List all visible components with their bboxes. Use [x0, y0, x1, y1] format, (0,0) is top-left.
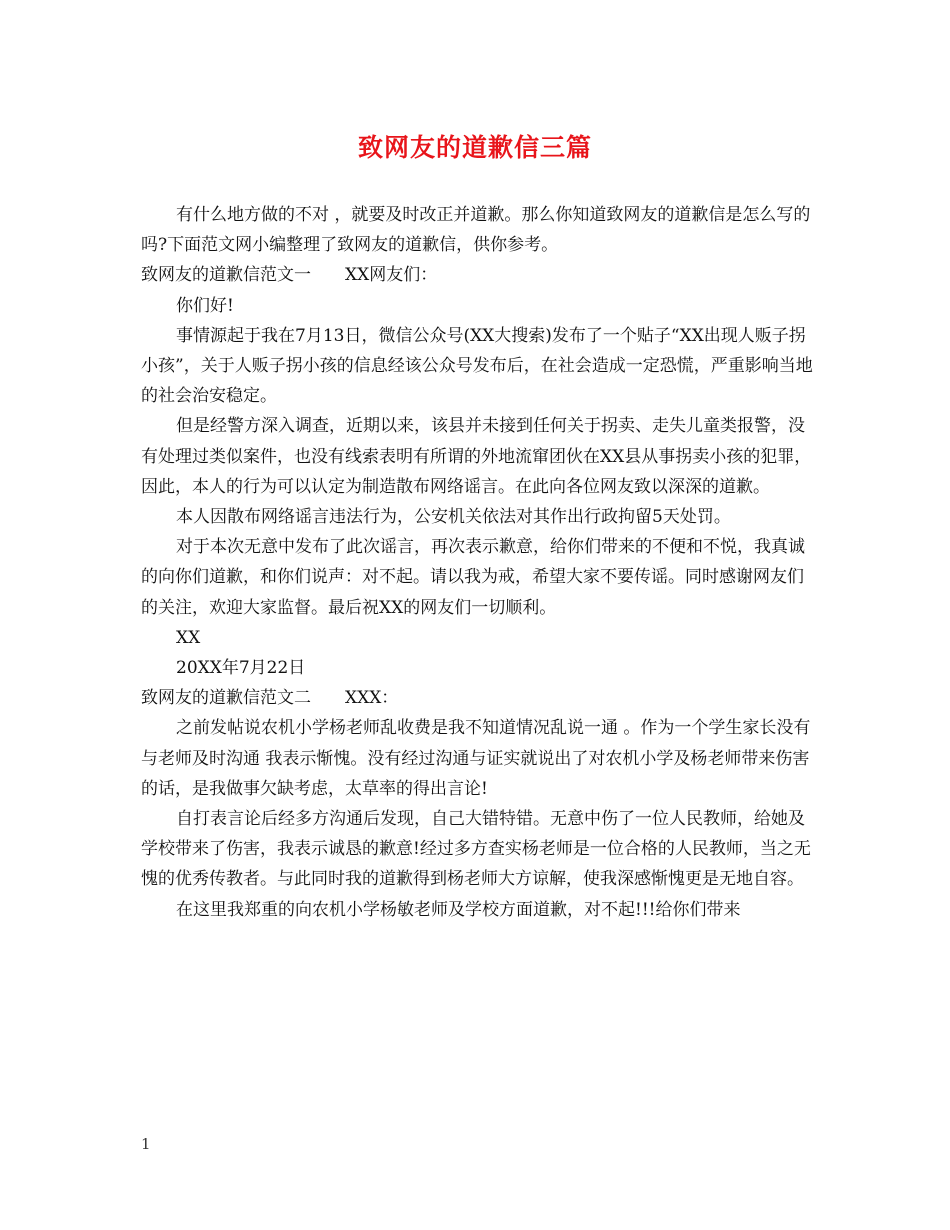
page-number: 1 — [141, 1135, 151, 1153]
paragraph: 自打表言论后经多方沟通后发现，自己大错特错。无意中伤了一位人民教师，给她及学校带来了伤害，我表示诚恳的歉意!经过多方查实杨老师是一位合格的人民教师，当之无愧的优秀传教者。与此同时我的道歉得到杨老师大方谅解，使我深感惭愧更是无地自容。 — [141, 809, 811, 890]
section-heading: 致网友的道歉信范文二 XXX： — [141, 688, 399, 709]
paragraph: 对于本次无意中发布了此次谣言，再次表示歉意，给你们带来的不便和不悦，我真诚的向你们道歉，和你们说声：对不起。请以我为戒，希望大家不要传谣。同时感谢网友们的关注，欢迎大家监督。最后祝XX的网友们一切顺利。 — [141, 537, 805, 618]
paragraph: 事情源起于我在7月13日，微信公众号(XX大搜索)发布了一个贴子“XX出现人贩子拐小孩”，关于人贩子拐小孩的信息经该公众号发布后，在社会造成一定恐慌，严重影响当地的社会治安稳定。 — [141, 325, 813, 407]
paragraph: XX — [176, 627, 201, 648]
paragraph: 本人因散布网络谣言违法行为，公安机关依法对其作出行政拘留5天处罚。 — [176, 507, 731, 528]
paragraph: 在这里我郑重的向农机小学杨敏老师及学校方面道歉，对不起!!!给你们带来 — [176, 899, 741, 920]
paragraph: 之前发帖说农机小学杨老师乱收费是我不知道情况乱说一通 。作为一个学生家长没有与老师及时沟通 我表示惭愧。没有经过沟通与证实就说出了对农机小学及杨老师带来伤害的话，是我做事欠缺考虑，太草率的得出言论! — [141, 718, 811, 799]
document-title: 致网友的道歉信三篇 — [357, 133, 592, 162]
paragraph: 20XX年7月22日 — [176, 658, 306, 679]
document-body — [141, 200, 813, 925]
paragraph: 有什么地方做的不对 ，就要及时改正并道歉。那么你知道致网友的道歉信是怎么写的吗?下面范文网小编整理了致网友的道歉信，供你参考。 — [141, 205, 811, 256]
paragraph: 但是经警方深入调查，近期以来，该县并未接到任何关于拐卖、走失儿童类报警，没有处理过类似案件，也没有线索表明有所谓的外地流窜团伙在XX县从事拐卖小孩的犯罪，因此，本人的行为可以认定为制造散布网络谣言。在此向各位网友致以深深的道歉。 — [141, 416, 812, 497]
paragraph: 你们好! — [176, 295, 234, 316]
section-heading: 致网友的道歉信范文一 XX网友们： — [141, 265, 438, 286]
